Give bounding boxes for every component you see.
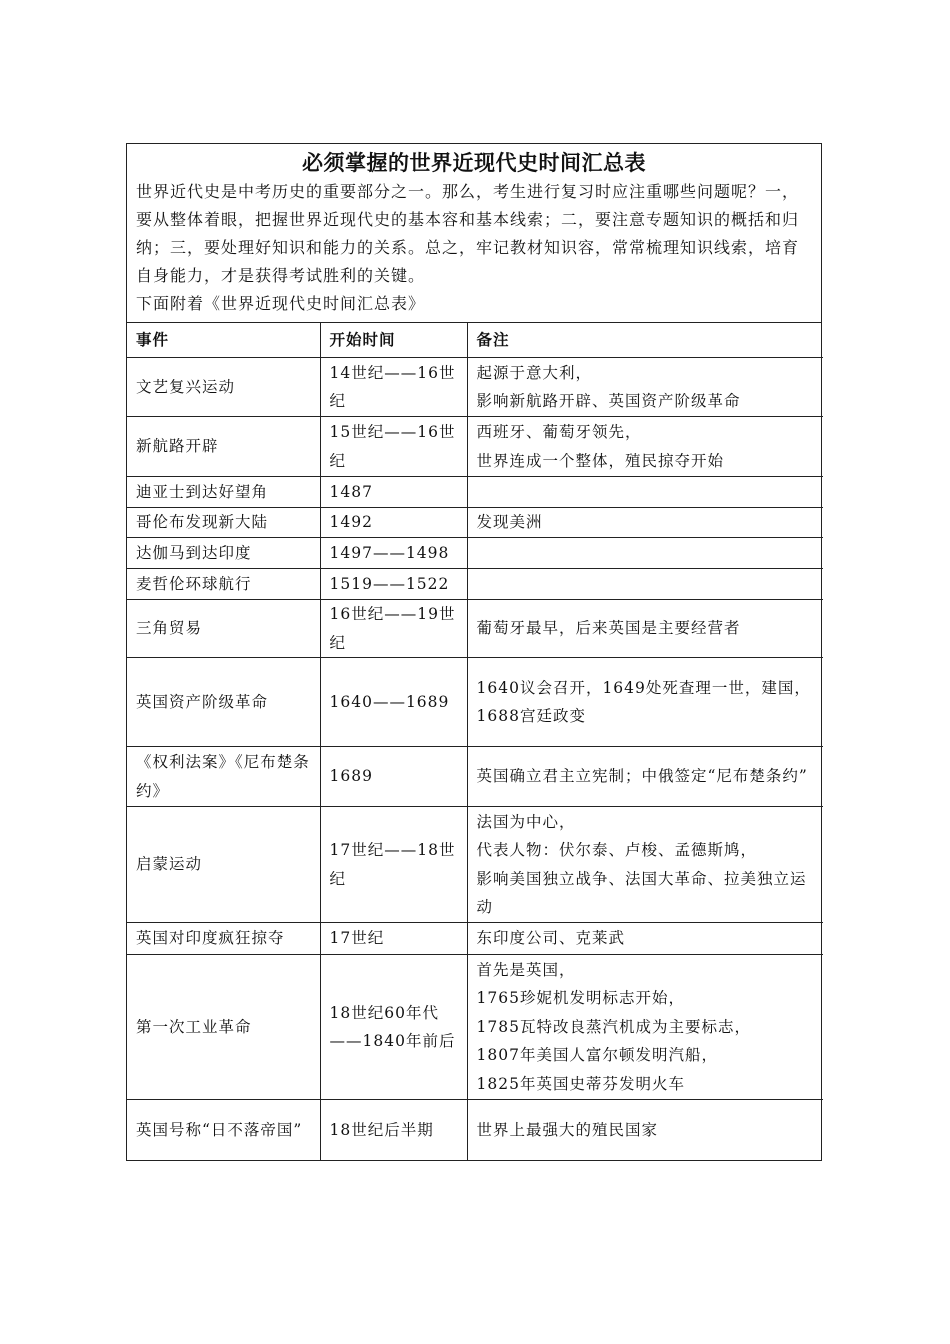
note-line: 代表人物：伏尔泰、卢梭、孟德斯鸠， bbox=[476, 841, 758, 859]
notes-cell bbox=[467, 538, 823, 569]
note-line: 英国确立君主立宪制；中俄签定“尼布楚条约” bbox=[476, 767, 808, 786]
start-time-cell: 18世纪60年代——1840年前后 bbox=[320, 955, 467, 1100]
page-title: 必须掌握的世界近现代史时间汇总表 bbox=[302, 150, 646, 175]
summary-sheet bbox=[126, 143, 822, 1161]
event-cell: 三角贸易 bbox=[127, 600, 320, 658]
event-cell: 第一次工业革命 bbox=[127, 955, 320, 1100]
table-body bbox=[127, 358, 823, 1160]
start-time-cell: 1492 bbox=[320, 508, 467, 538]
start-time-cell: 15世纪——16世纪 bbox=[320, 417, 467, 477]
intro-paragraph: 世界近代史是中考历史的重要部分之一。那么，考生进行复习时应注重哪些问题呢？一，要从整体着眼，把握世界近现代史的基本容和基本线索；二，要注意专题知识的概括和归纳；三，要处理好知识和能力的关系。总之，牢记教材知识容，常常梳理知识线索，培育自身能力，才是获得考试胜利的关键。 bbox=[136, 182, 800, 285]
notes-cell bbox=[467, 923, 823, 955]
note-line: 1825年英国史蒂芬发明火车 bbox=[476, 1074, 685, 1093]
notes-cell bbox=[467, 358, 823, 417]
start-time-cell: 1689 bbox=[320, 747, 467, 807]
notes-cell bbox=[467, 600, 823, 658]
note-line: 首先是英国， bbox=[476, 960, 576, 979]
event-cell: 麦哲伦环球航行 bbox=[127, 569, 320, 600]
note-line: 东印度公司、克莱武 bbox=[476, 929, 626, 948]
notes-cell bbox=[467, 477, 823, 508]
notes-cell bbox=[467, 1100, 823, 1160]
table-row bbox=[127, 358, 823, 417]
notes-cell bbox=[467, 417, 823, 477]
start-time-cell: 16世纪——19世纪 bbox=[320, 600, 467, 658]
start-time-cell: 17世纪 bbox=[320, 923, 467, 955]
table-row bbox=[127, 1100, 823, 1160]
start-time-cell: 18世纪后半期 bbox=[320, 1100, 467, 1160]
notes-cell bbox=[467, 955, 823, 1100]
start-time-cell: 1497——1498 bbox=[320, 538, 467, 569]
note-line: 1640议会召开，1649处死查理一世，建国， bbox=[476, 678, 811, 697]
table-row bbox=[127, 569, 823, 600]
notes-cell bbox=[467, 747, 823, 807]
note-line: 1807年美国人富尔顿发明汽船， bbox=[476, 1046, 718, 1065]
note-line: 葡萄牙最早，后来英国是主要经营者 bbox=[476, 619, 741, 638]
table-row bbox=[127, 600, 823, 658]
start-time-cell: 1487 bbox=[320, 477, 467, 508]
note-line: 影响新航路开辟、英国资产阶级革命 bbox=[476, 392, 741, 410]
table-row bbox=[127, 747, 823, 807]
event-cell: 英国对印度疯狂掠夺 bbox=[127, 923, 320, 955]
note-line: 法国为中心， bbox=[476, 812, 576, 831]
note-line: 世界连成一个整体，殖民掠夺开始 bbox=[476, 451, 725, 470]
event-cell: 英国号称“日不落帝国” bbox=[127, 1100, 320, 1160]
notes-cell bbox=[467, 807, 823, 923]
note-line: 起源于意大利， bbox=[476, 363, 593, 382]
table-row bbox=[127, 477, 823, 508]
table-header-row bbox=[127, 323, 823, 358]
note-line: 1688宫廷政变 bbox=[476, 707, 586, 725]
notes-cell bbox=[467, 658, 823, 747]
event-cell: 哥伦布发现新大陆 bbox=[127, 508, 320, 538]
start-time-cell: 1640——1689 bbox=[320, 658, 467, 747]
sheet-header bbox=[127, 144, 821, 323]
event-cell: 达伽马到达印度 bbox=[127, 538, 320, 569]
header-event: 事件 bbox=[127, 323, 320, 358]
history-table bbox=[127, 323, 823, 1160]
table-row bbox=[127, 807, 823, 923]
start-time-cell: 17世纪——18世纪 bbox=[320, 807, 467, 923]
table-row bbox=[127, 417, 823, 477]
event-cell: 新航路开辟 bbox=[127, 417, 320, 477]
notes-cell bbox=[467, 508, 823, 538]
intro-note: 下面附着《世界近现代史时间汇总表》 bbox=[136, 294, 426, 313]
table-row bbox=[127, 923, 823, 955]
notes-cell bbox=[467, 569, 823, 600]
table-row bbox=[127, 538, 823, 569]
event-cell: 文艺复兴运动 bbox=[127, 358, 320, 417]
event-cell: 英国资产阶级革命 bbox=[127, 658, 320, 747]
event-cell: 《权利法案》《尼布楚条约》 bbox=[127, 747, 320, 807]
start-time-cell: 14世纪——16世纪 bbox=[320, 358, 467, 417]
header-start-time: 开始时间 bbox=[320, 323, 467, 358]
note-line: 世界上最强大的殖民国家 bbox=[476, 1120, 659, 1139]
table-row bbox=[127, 955, 823, 1100]
note-line: 1765珍妮机发明标志开始， bbox=[476, 989, 685, 1008]
event-cell: 迪亚士到达好望角 bbox=[127, 477, 320, 508]
event-cell: 启蒙运动 bbox=[127, 807, 320, 923]
note-line: 西班牙、葡萄牙领先， bbox=[476, 423, 642, 441]
note-line: 影响美国独立战争、法国大革命、拉美独立运动 bbox=[476, 869, 807, 916]
table-row bbox=[127, 508, 823, 538]
table-row bbox=[127, 658, 823, 747]
start-time-cell: 1519——1522 bbox=[320, 569, 467, 600]
header-notes: 备注 bbox=[467, 323, 823, 358]
note-line: 1785瓦特改良蒸汽机成为主要标志， bbox=[476, 1017, 751, 1036]
note-line: 发现美洲 bbox=[476, 513, 543, 532]
